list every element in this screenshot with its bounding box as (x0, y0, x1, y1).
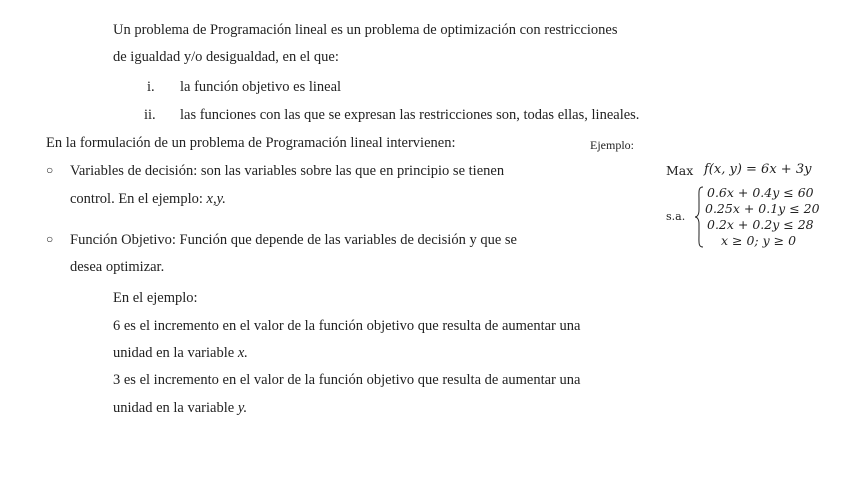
bullet-circle-icon: ○ (46, 163, 54, 177)
list-item-constraints-linear: las funciones con las que se expresan las restricciones son, todas ellas, lineales. (180, 107, 640, 123)
max-label: Max (666, 163, 694, 178)
bullet-objective-function-line-2: desea optimizar. (70, 259, 165, 275)
constraint-1: 0.6x + 0.4y ≤ 60 (707, 185, 814, 200)
example-line-4-var: y. (237, 400, 248, 416)
formulation-heading: En la formulación de un problema de Programación lineal intervienen: (46, 135, 456, 151)
list-marker-i: i. (147, 79, 155, 95)
bullet-decision-variables-line-2 (70, 191, 226, 208)
decision-variables-italic: x,y. (206, 191, 226, 207)
example-line-3: 3 es el incremento en el valor de la función objetivo que resulta de aumentar una (113, 372, 581, 388)
intro-line-2: de igualdad y/o desigualdad, en el que: (113, 49, 339, 65)
example-line-4-prefix: unidad en la variable (113, 400, 238, 416)
list-marker-ii: ii. (144, 107, 156, 123)
intro-line-1: Un problema de Programación lineal es un problema de optimización con restricciones (113, 22, 618, 38)
bullet-objective-function-line-1: Función Objetivo: Función que depende de las variables de decisión y que se (70, 232, 517, 248)
example-line-2-prefix: unidad en la variable (113, 345, 238, 361)
bullet-circle-icon: ○ (46, 232, 54, 246)
example-heading: En el ejemplo: (113, 290, 198, 306)
list-item-objective-linear: la función objetivo es lineal (180, 79, 342, 95)
example-line-2 (113, 345, 248, 362)
objective-function: f(x, y) = 6x + 3y (704, 162, 812, 177)
example-line-4 (113, 400, 247, 417)
constraint-2: 0.25x + 0.1y ≤ 20 (705, 201, 820, 216)
example-line-2-var: x. (237, 345, 248, 361)
left-brace-icon (694, 186, 704, 248)
decision-variables-prefix: control. En el ejemplo: (70, 191, 207, 207)
example-line-1: 6 es el incremento en el valor de la función objetivo que resulta de aumentar una (113, 318, 581, 334)
bullet-decision-variables-line-1: Variables de decisión: son las variables sobre las que en principio se tienen (70, 163, 505, 179)
constraint-3: 0.2x + 0.2y ≤ 28 (707, 217, 814, 232)
subject-to-label: s.a. (666, 210, 686, 223)
constraint-nonnegativity: x ≥ 0; y ≥ 0 (721, 233, 797, 248)
side-example-label: Ejemplo: (590, 138, 634, 152)
